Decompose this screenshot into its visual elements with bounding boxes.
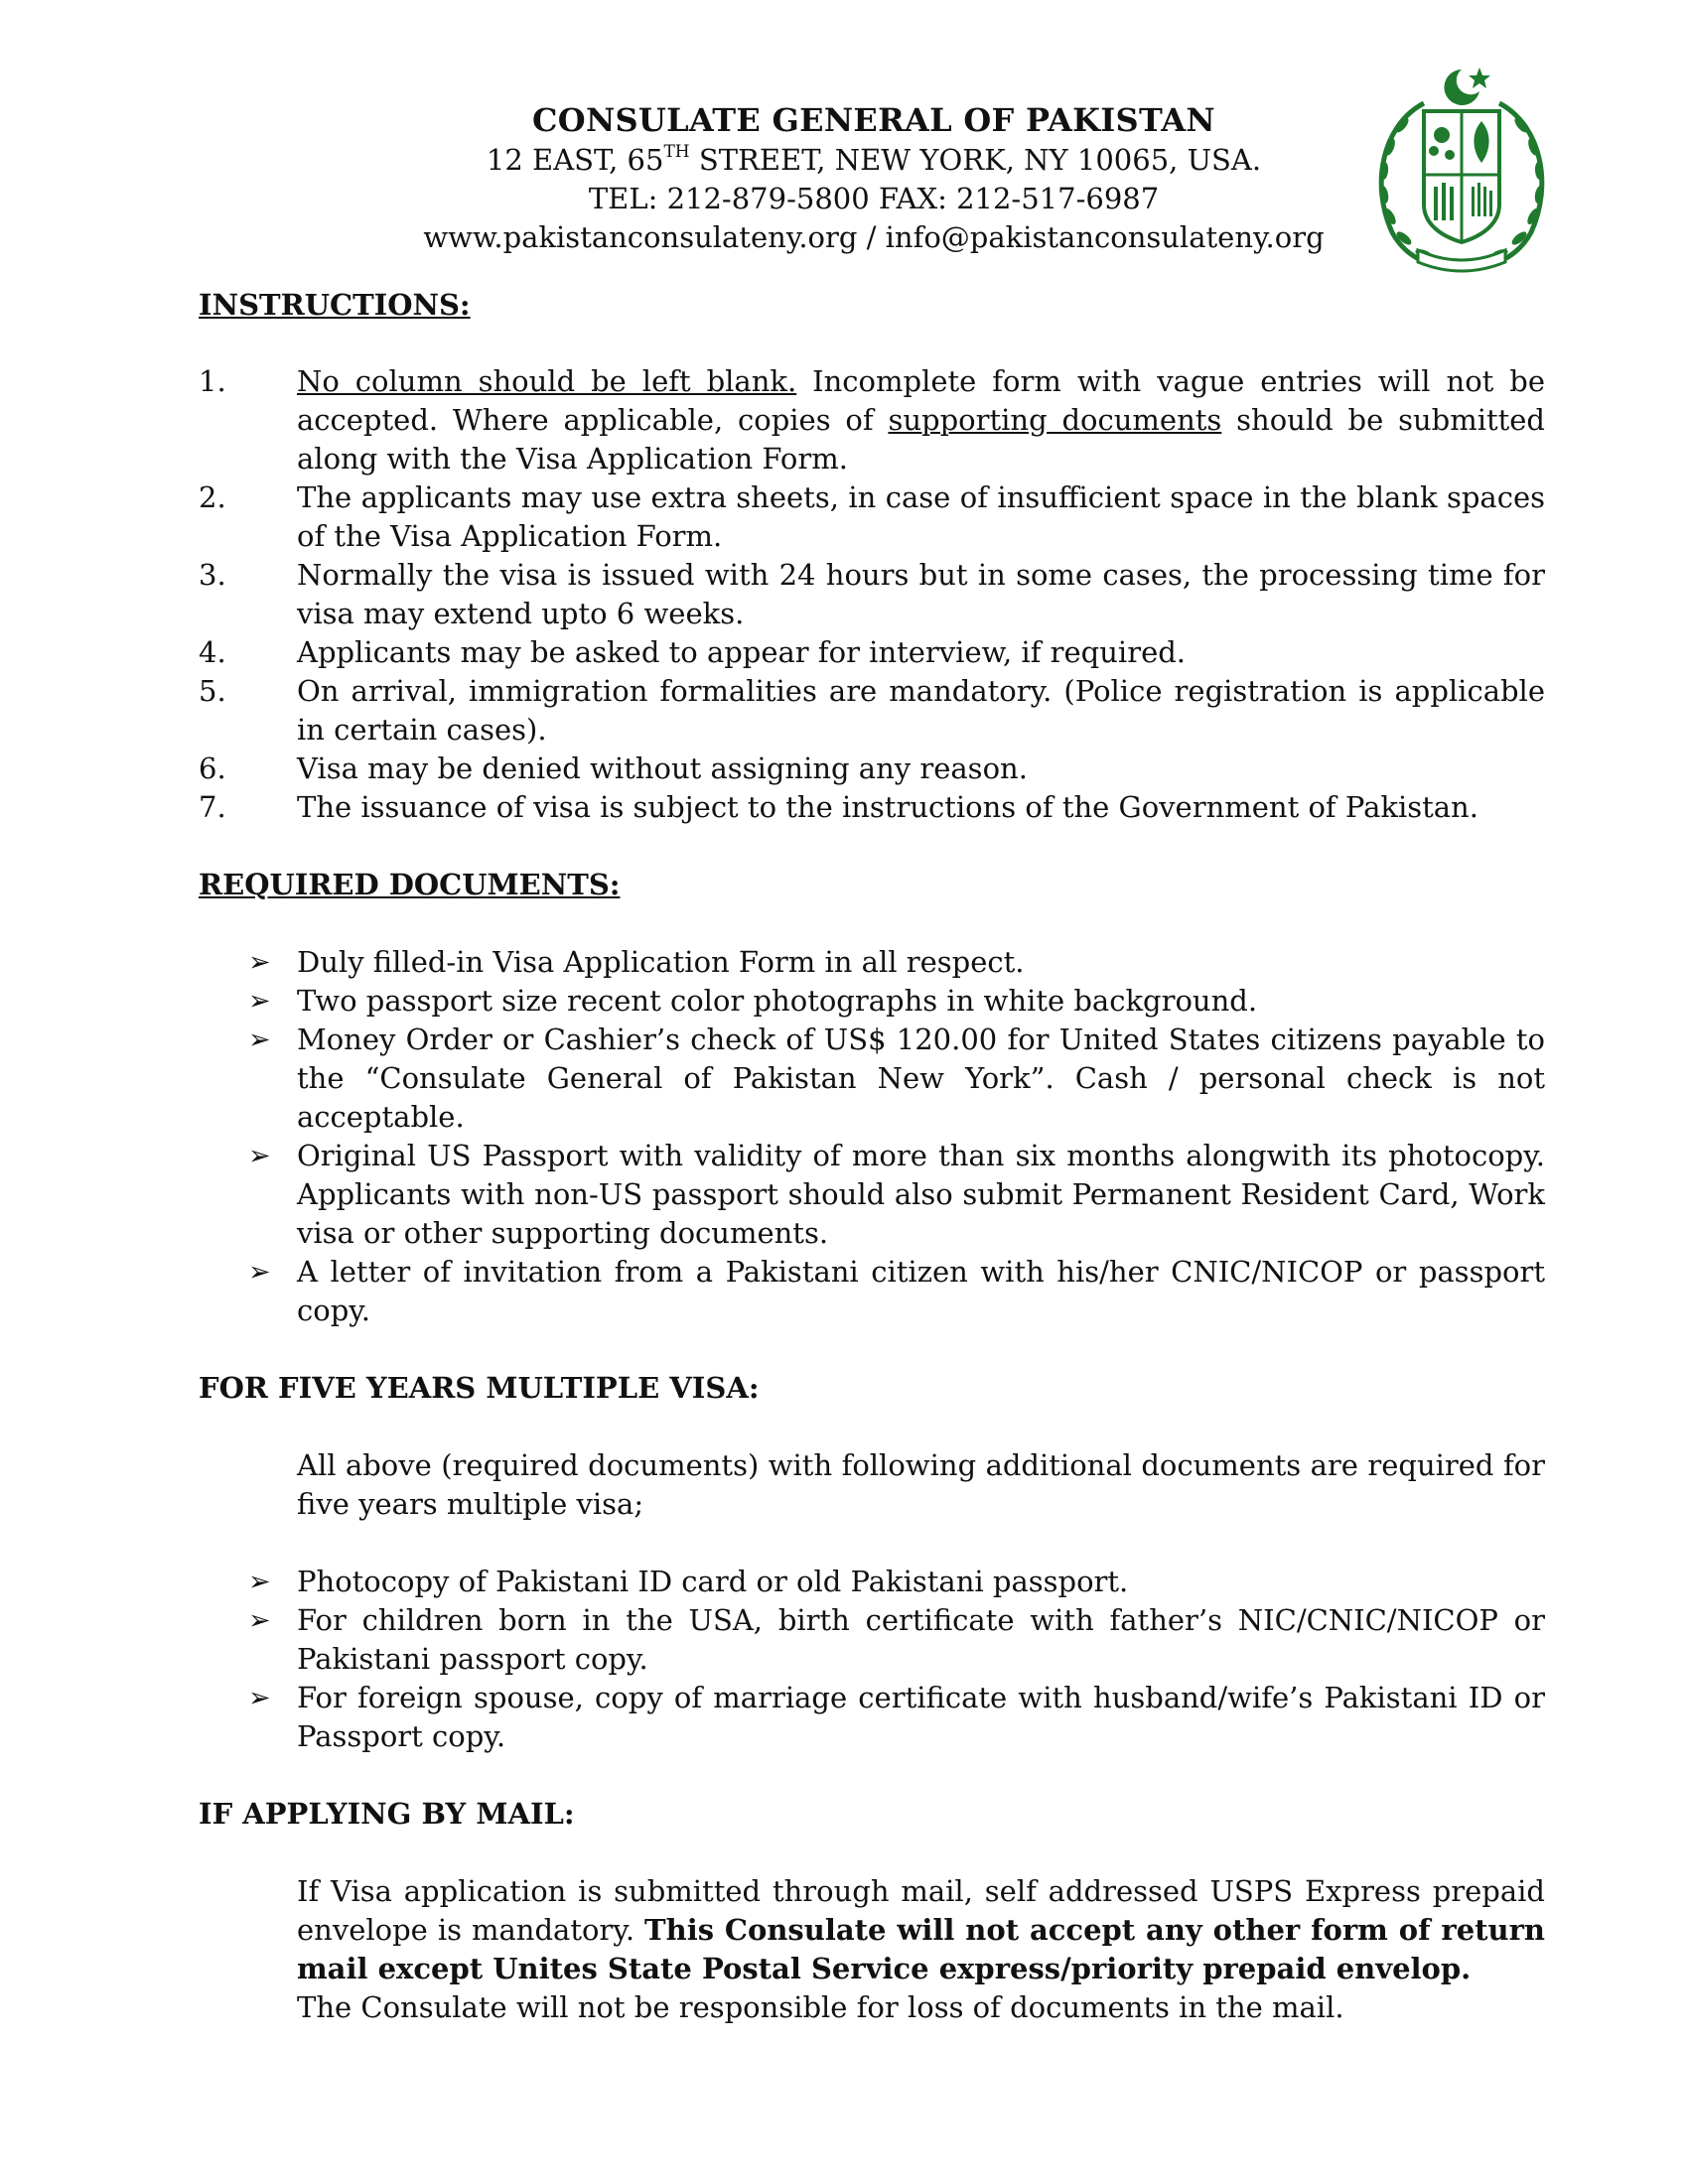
item-text: A letter of invitation from a Pakistani citizen with his/her CNIC/NICOP or passport copy. [297,1255,1545,1327]
address-part-1: 12 EAST, 65 [486,143,664,177]
list-item [199,943,1545,982]
item-text: The issuance of visa is subject to the instructions of the Government of Pakistan. [297,790,1478,824]
instructions-heading: INSTRUCTIONS: [199,288,471,322]
arrow-bullet-icon: ➢ [248,986,271,1017]
pakistan-state-emblem-icon [1362,56,1561,278]
arrow-bullet-icon: ➢ [248,1605,271,1636]
item-text: Applicants may be asked to appear for interview, if required. [297,635,1187,669]
list-number: 3. [199,558,226,592]
item-text: Photocopy of Pakistani ID card or old Pakistani passport. [297,1565,1129,1598]
consulate-title: CONSULATE GENERAL OF PAKISTAN [532,101,1215,139]
list-number: 4. [199,635,226,669]
consulate-web-email: www.pakistanconsulateny.org / info@pakistanconsulateny.org [423,220,1325,254]
mail-text: If Visa application is submitted through mail, self addressed USPS Express prepaid envelope is mandatory. [297,1874,1545,1947]
list-number: 7. [199,790,226,824]
arrow-bullet-icon: ➢ [248,1024,271,1055]
consulate-phone-fax: TEL: 212-879-5800 FAX: 212-517-6987 [588,182,1160,215]
list-item [199,750,1545,788]
list-item [199,1253,1545,1330]
underlined-text: supporting documents [888,403,1222,437]
arrow-bullet-icon: ➢ [248,947,271,978]
item-text: Original US Passport with validity of more than six months alongwith its photocopy. Applicants with non-US passport should also submit Permanent Resident Card, Work visa or other supporting documents. [297,1139,1545,1250]
address-superscript: TH [663,142,690,162]
arrow-bullet-icon: ➢ [248,1683,271,1713]
list-item [199,1137,1545,1253]
instructions-list [199,362,1545,827]
list-item [199,633,1545,672]
item-text: Visa may be denied without assigning any reason. [297,751,1028,785]
list-item [199,1563,1545,1601]
mail-disclaimer: The Consulate will not be responsible for loss of documents in the mail. [297,1990,1344,2024]
list-item [199,788,1545,827]
list-item [199,1679,1545,1756]
item-text: The applicants may use extra sheets, in case of insufficient space in the blank spaces of the Visa Application Form. [297,480,1545,553]
arrow-bullet-icon: ➢ [248,1257,271,1288]
instructions-content [199,286,1545,2027]
list-item [199,982,1545,1021]
letterhead [298,99,1450,257]
required-documents-heading: REQUIRED DOCUMENTS: [199,868,621,901]
item-text: Incomplete form with vague entries will not be accepted. Where applicable, copies of [297,364,1546,437]
five-years-documents-list [199,1563,1545,1756]
item-text: Two passport size recent color photographs in white background. [297,984,1258,1018]
item-text: On arrival, immigration formalities are mandatory. (Police registration is applicable in certain cases). [297,674,1545,747]
mail-instructions [199,1872,1545,1988]
list-item [199,556,1545,633]
list-item [199,672,1545,750]
arrow-bullet-icon: ➢ [248,1567,271,1597]
list-number: 2. [199,480,226,514]
item-text: For children born in the USA, birth certificate with father’s NIC/CNIC/NICOP or Pakistani passport copy. [297,1603,1545,1676]
list-item [199,1601,1545,1679]
list-item [199,362,1545,478]
item-text: Duly filled-in Visa Application Form in all respect. [297,945,1025,979]
item-text: should be submitted along with the Visa Application Form. [297,403,1545,476]
mail-bold-warning: This Consulate will not accept any other form of return mail except Unites State Postal Service express/priority prepaid envelop. [297,1913,1546,1985]
five-years-visa-heading: FOR FIVE YEARS MULTIPLE VISA: [199,1371,760,1405]
required-documents-list [199,943,1545,1330]
item-text: Normally the visa is issued with 24 hours but in some cases, the processing time for visa may extend upto 6 weeks. [297,558,1545,630]
address-part-2: STREET, NEW YORK, NY 10065, USA. [689,143,1262,177]
arrow-bullet-icon: ➢ [248,1141,271,1171]
list-item [199,1021,1545,1137]
underlined-text: No column should be left blank. [297,364,797,398]
item-text: Money Order or Cashier’s check of US$ 120.00 for United States citizens payable to the “Consulate General of Pakistan New York”. Cash / personal check is not acceptable. [297,1023,1545,1134]
list-item [199,478,1545,556]
list-number: 1. [199,364,226,398]
mail-application-heading: IF APPLYING BY MAIL: [199,1797,575,1831]
item-text: For foreign spouse, copy of marriage certificate with husband/wife’s Pakistani ID or Passport copy. [297,1681,1545,1753]
five-years-intro: All above (required documents) with following additional documents are required for five years multiple visa; [297,1448,1545,1521]
consulate-address [298,141,1450,180]
list-number: 5. [199,674,226,708]
list-number: 6. [199,751,226,785]
